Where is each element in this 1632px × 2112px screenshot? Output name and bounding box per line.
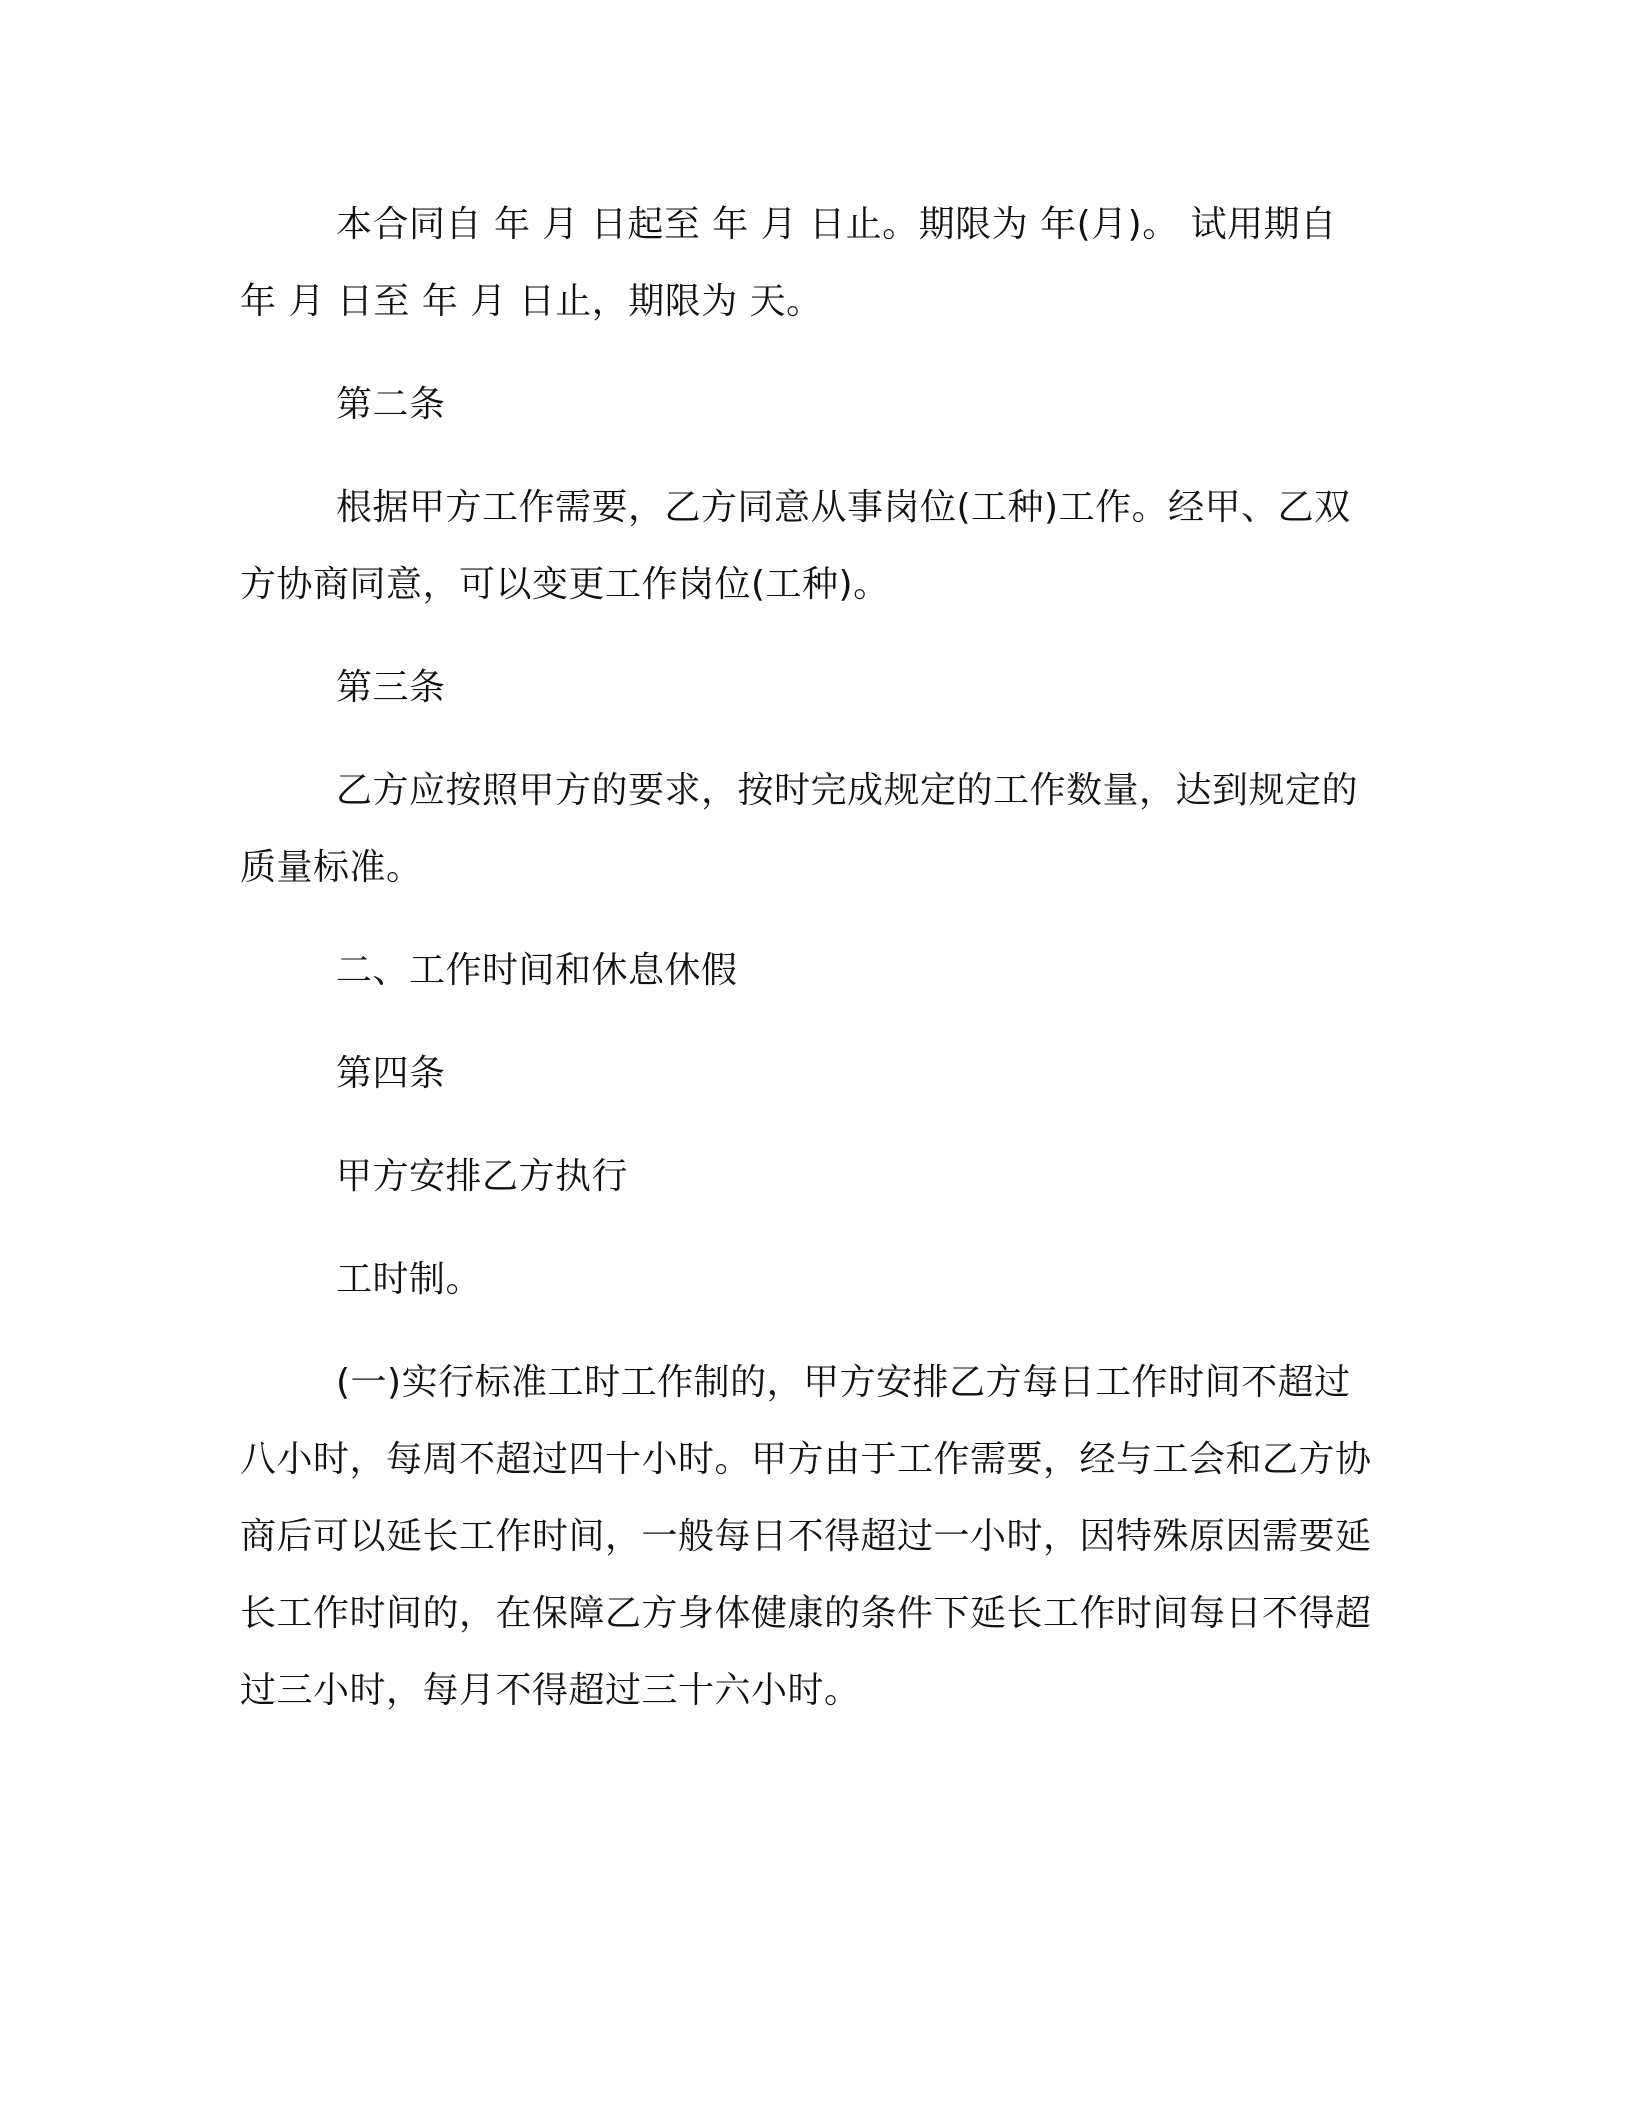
article-3-heading: 第三条 — [336, 667, 446, 708]
work-schedule-line-1: 甲方安排乙方执行 — [336, 1156, 629, 1197]
contract-term-paragraph: 本合同自 年 月 日起至 年 月 日止。期限为 年(月)。 试用期自 年 月 日至 年 月 日止，期限为 天。 — [240, 204, 1337, 322]
document-body — [240, 186, 1380, 1729]
work-schedule-line-2: 工时制。 — [336, 1259, 483, 1300]
work-quality-paragraph: 乙方应按照甲方的要求，按时完成规定的工作数量，达到规定的质量标准。 — [240, 770, 1359, 888]
article-4-heading: 第四条 — [336, 1053, 446, 1094]
standard-hours-paragraph: (一)实行标准工时工作制的，甲方安排乙方每日工作时间不超过八小时，每周不超过四十小时。甲方由于工作需要，经与工会和乙方协商后可以延长工作时间，一般每日不得超过一小时，因特殊原因需要延长工作时间的，在保障乙方身体健康的条件下延长工作时间每日不得超过三小时，每月不得超过三十六小时。 — [240, 1362, 1372, 1711]
article-2-heading: 第二条 — [336, 384, 446, 425]
section-2-heading: 二、工作时间和休息休假 — [336, 950, 738, 991]
job-position-paragraph: 根据甲方工作需要，乙方同意从事岗位(工种)工作。经甲、乙双方协商同意，可以变更工作岗位(工种)。 — [240, 487, 1351, 605]
